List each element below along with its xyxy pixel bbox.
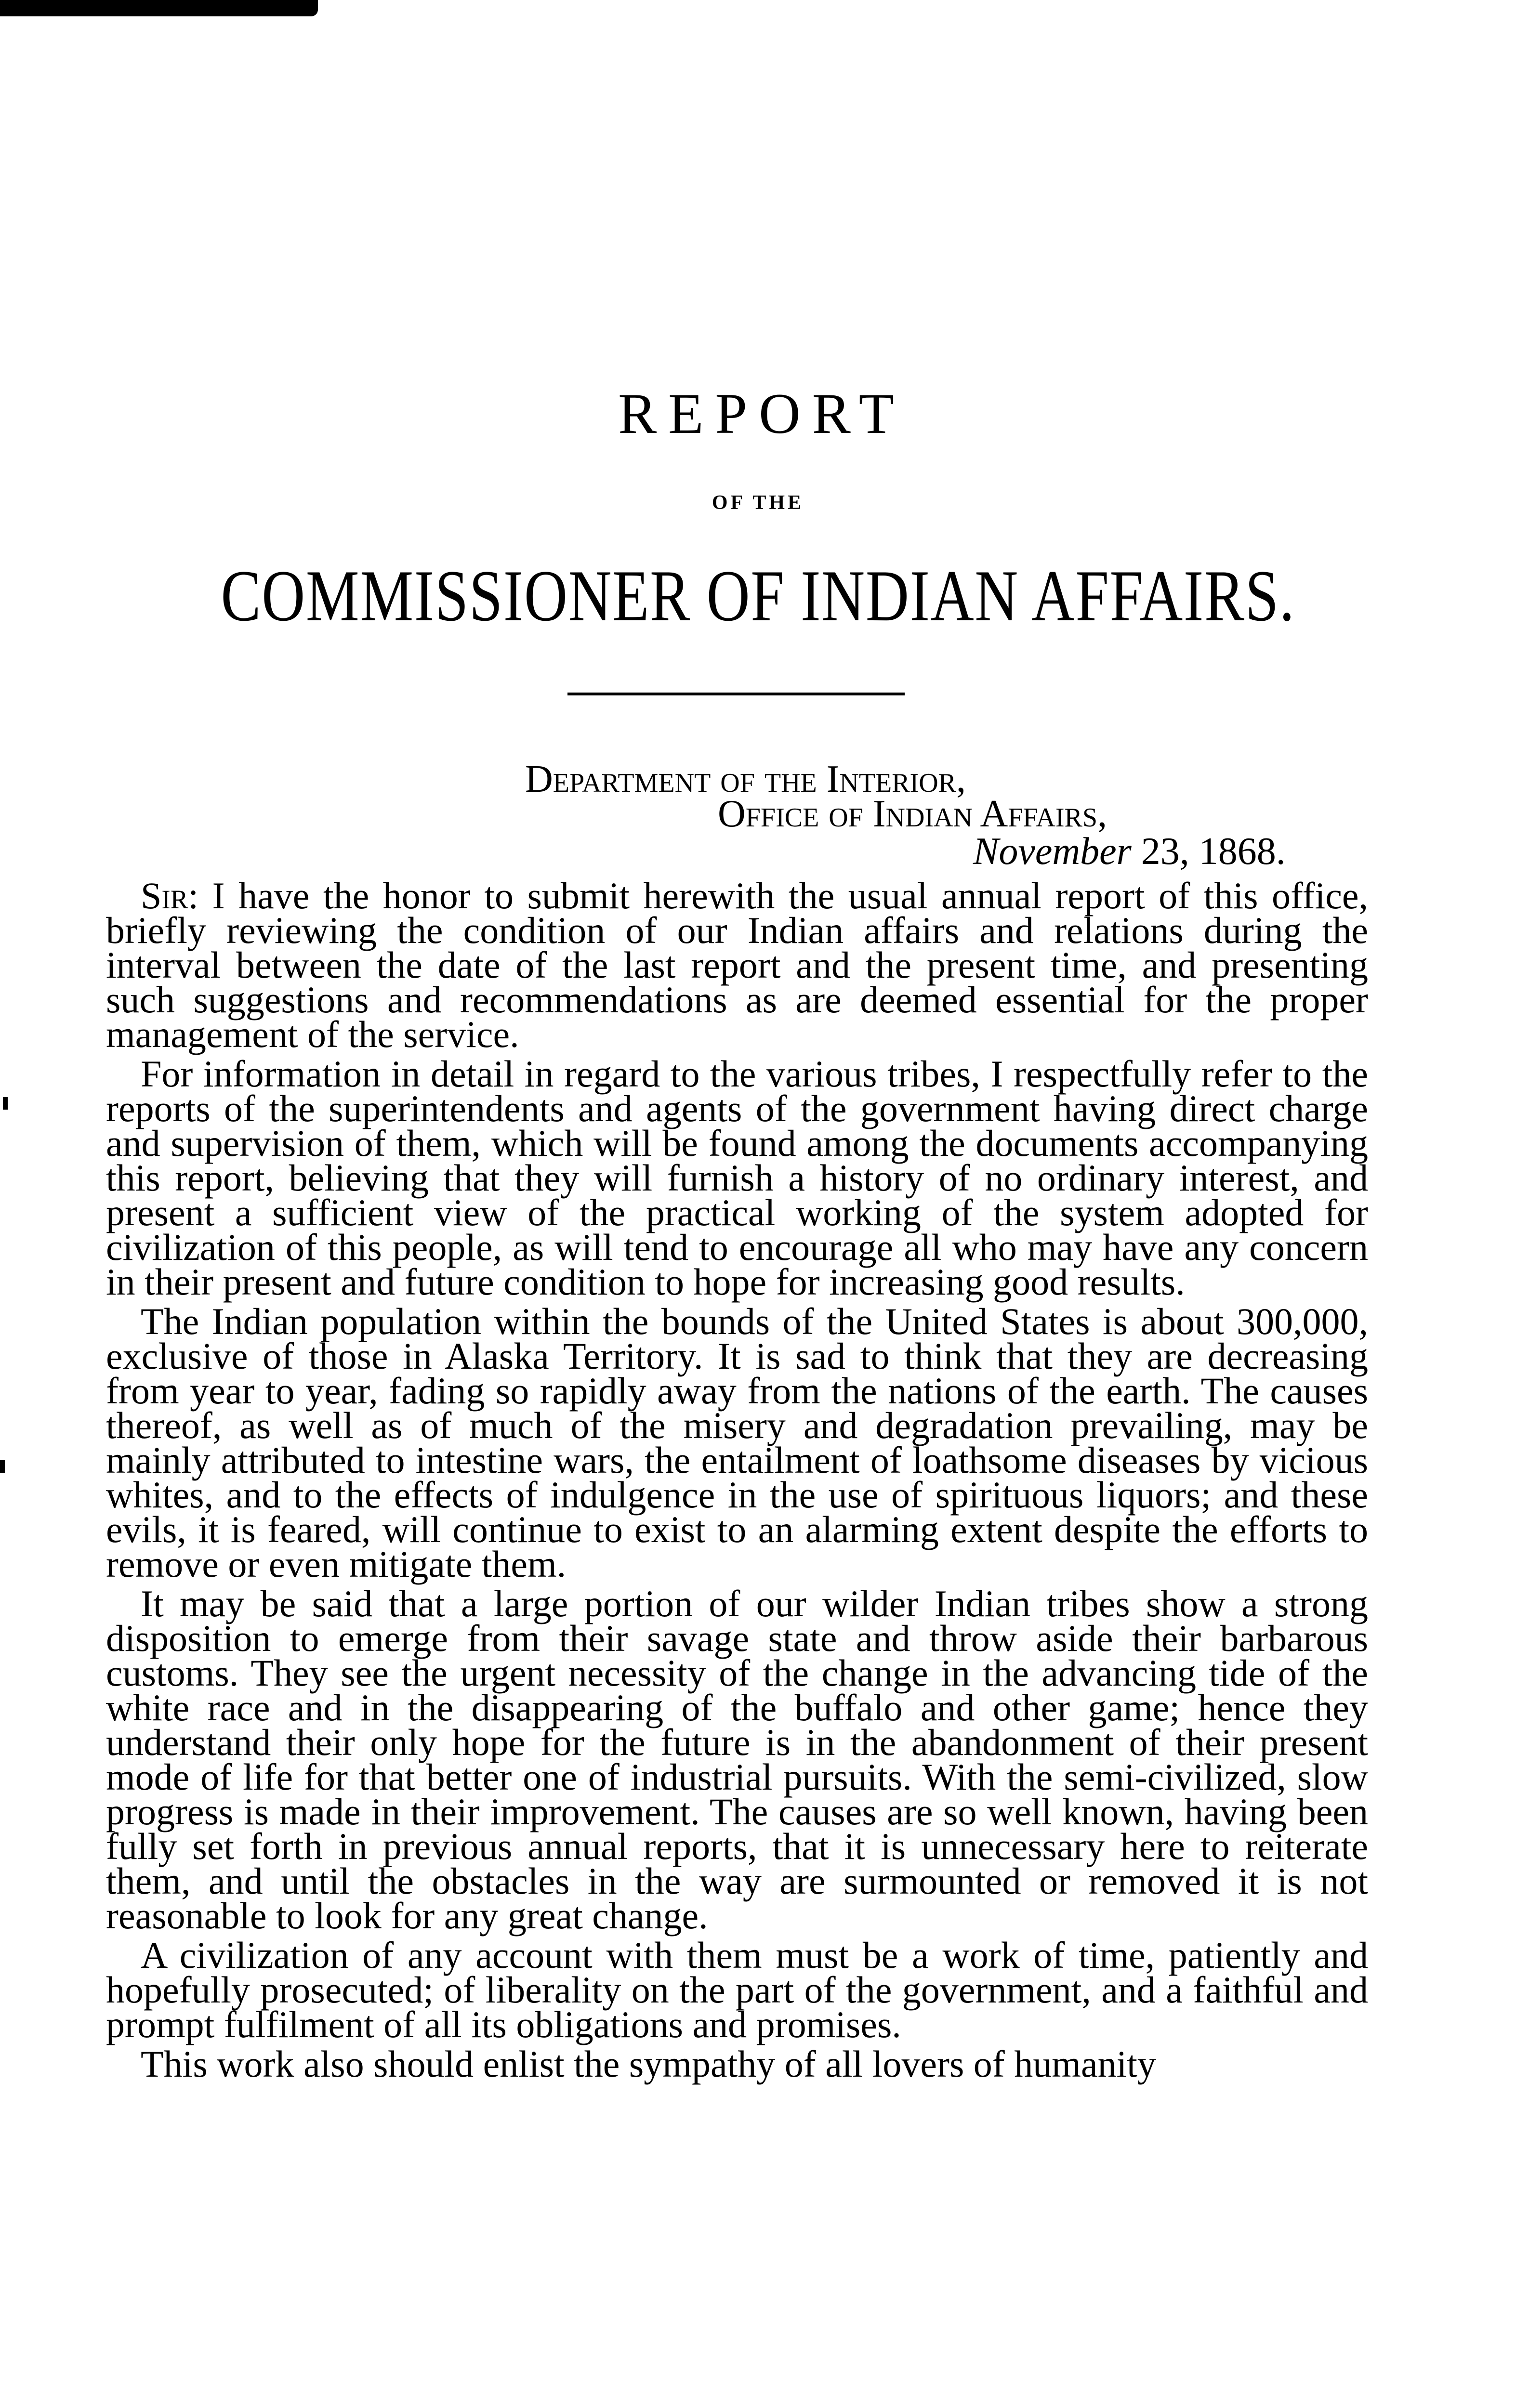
paragraph-text: : I have the honor to submit herewith the usual annual report of this office, briefly reviewing the condition of our Indian affairs and relations during the interval between the date of the last report and the present time, and presenting such suggestions and recommendations as are deemed essential for the proper management of the service. [106,875,1368,1055]
dateline-day-year: 23, 1868. [1131,830,1286,873]
commissioner-heading: COMMISSIONER OF INDIAN AFFAIRS. [221,555,1295,636]
report-title: REPORT [618,381,906,445]
body-paragraph: The Indian population within the bounds of the United States is about 300,000, exclusive of those in Alaska Territory. It is sad to think that they are decreasing from year to year, fading so rapidly away from the nations of the earth. The causes thereof, as well as of much of the misery and degradation prevailing, may be mainly attributed to intestine wars, the entailment of loathsome diseases by vicious whites, and to the effects of indulgence in the use of spirituous liquors; and these evils, it is feared, will continue to exist to an alarming extent despite the efforts to remove or even mitigate them. [106,1300,1368,1585]
dateline-month: November [973,830,1132,873]
body-paragraph: A civilization of any account with them must be a work of time, patiently and hopefully prosecuted; of liberality on the part of the government, and a faithful and prompt fulfilment of all its obligations and promises. [106,1934,1368,2045]
margin-mark [0,1460,5,1473]
scan-edge-mark [0,0,318,16]
body-paragraph [106,875,1368,1055]
salutation: Sir [141,875,188,916]
dateline-department: Department of the Interior, [525,758,966,800]
dateline-office: Office of Indian Affairs, [718,793,1107,835]
dateline-date [973,832,1286,871]
body-paragraph: It may be said that a large portion of our wilder Indian tribes show a strong disposition to emerge from their savage state and throw aside their barbarous customs. They see the urgent necessity of the change in the advancing tide of the white race and in the disappearing of the buffalo and other game; hence they understand their only hope for the future is in the abandonment of their present mode of life for that better one of industrial pursuits. With the semi-civilized, slow progress is made in their improvement. The causes are so well known, having been fully set forth in previous annual reports, that it is unnecessary here to reiterate them, and until the obstacles in the way are surmounted or removed it is not reasonable to look for any great change. [106,1583,1368,1937]
margin-mark [3,1097,8,1110]
body-paragraph: This work also should enlist the sympathy of all lovers of humanity [141,2043,1156,2085]
title-rule-divider [567,693,905,695]
body-paragraph: For information in detail in regard to the various tribes, I respectfully refer to the reports of the superintendents and agents of the government having direct charge and supervision of them, which will be found among the documents accompanying this report, believing that they will furnish a history of no ordinary interest, and present a sufficient view of the practical working of the system adopted for civilization of this people, as will tend to encourage all who may have any concern in their present and future condition to hope for increasing good results. [106,1053,1368,1303]
report-body [106,875,1368,2086]
of-the-label: OF THE [712,492,804,514]
